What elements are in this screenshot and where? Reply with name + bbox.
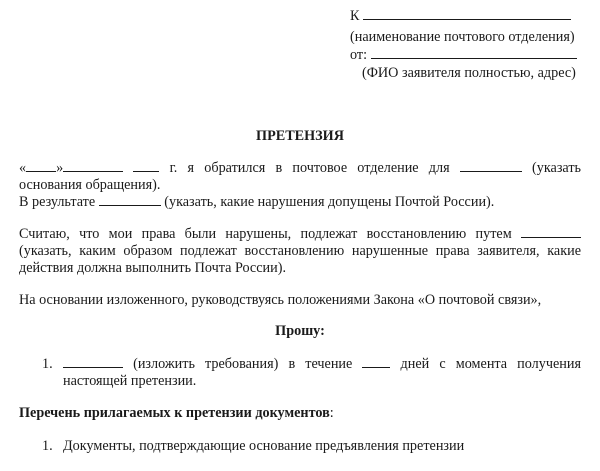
- paragraph1-text: г. я обратился в почтовое отделение для: [169, 160, 450, 176]
- sender-caption: (ФИО заявителя полностью, адрес): [362, 65, 576, 81]
- paragraph2: [19, 194, 494, 210]
- day-blank: [26, 160, 56, 172]
- paragraph1-line1: [19, 160, 581, 176]
- recipient-caption: (наименование почтового отделения): [350, 29, 575, 45]
- recipient-prefix: К: [350, 8, 360, 24]
- paragraph4: На основании изложенного, руководствуясь положениями Закона «О почтовой связи»,: [19, 292, 542, 308]
- month-blank: [63, 160, 123, 172]
- year-blank: [133, 160, 159, 172]
- attachments-heading: Перечень прилагаемых к претензии документов:: [19, 405, 334, 421]
- days-blank: [362, 356, 390, 368]
- demand-blank: [63, 356, 123, 368]
- request-item-number: 1.: [42, 356, 53, 372]
- request-heading: Прошу:: [275, 323, 325, 339]
- attachments-heading-text: Перечень прилагаемых к претензии документов: [19, 405, 330, 421]
- paragraph3-text: Считаю, что мои права были нарушены, подлежат восстановлению путем: [19, 226, 512, 242]
- paragraph3-line2: (указать, каким образом подлежат восстановлению нарушенные права заявителя, какие: [19, 243, 581, 259]
- sender-line: [350, 47, 577, 63]
- paragraph3-line3: действия должна выполнить Почта России).: [19, 260, 286, 276]
- request-item-text1: (изложить требования) в течение: [133, 356, 353, 372]
- recipient-line: [350, 8, 571, 24]
- reason-blank: [460, 160, 522, 172]
- paragraph1-date: « »: [19, 160, 123, 176]
- paragraph1-hint: (указать: [532, 160, 582, 176]
- violation-blank: [99, 194, 161, 206]
- paragraph1-line2: основания обращения).: [19, 177, 161, 193]
- recipient-blank: [363, 8, 571, 20]
- sender-prefix: от:: [350, 47, 368, 63]
- request-item-text2: дней с момента получения: [400, 356, 582, 372]
- sender-blank: [371, 47, 577, 59]
- request-item-line2: настоящей претензии.: [63, 373, 197, 389]
- paragraph2-prefix: В результате: [19, 194, 96, 210]
- document-title: ПРЕТЕНЗИЯ: [256, 128, 344, 144]
- request-item-line1: [63, 356, 581, 372]
- restoration-blank: [521, 226, 581, 238]
- attachment-item-text: Документы, подтверждающие основание предъявления претензии: [63, 438, 465, 454]
- paragraph3-line1: [19, 226, 581, 242]
- paragraph2-text: (указать, какие нарушения допущены Почтой России).: [164, 194, 495, 210]
- attachment-item-number: 1.: [42, 438, 53, 454]
